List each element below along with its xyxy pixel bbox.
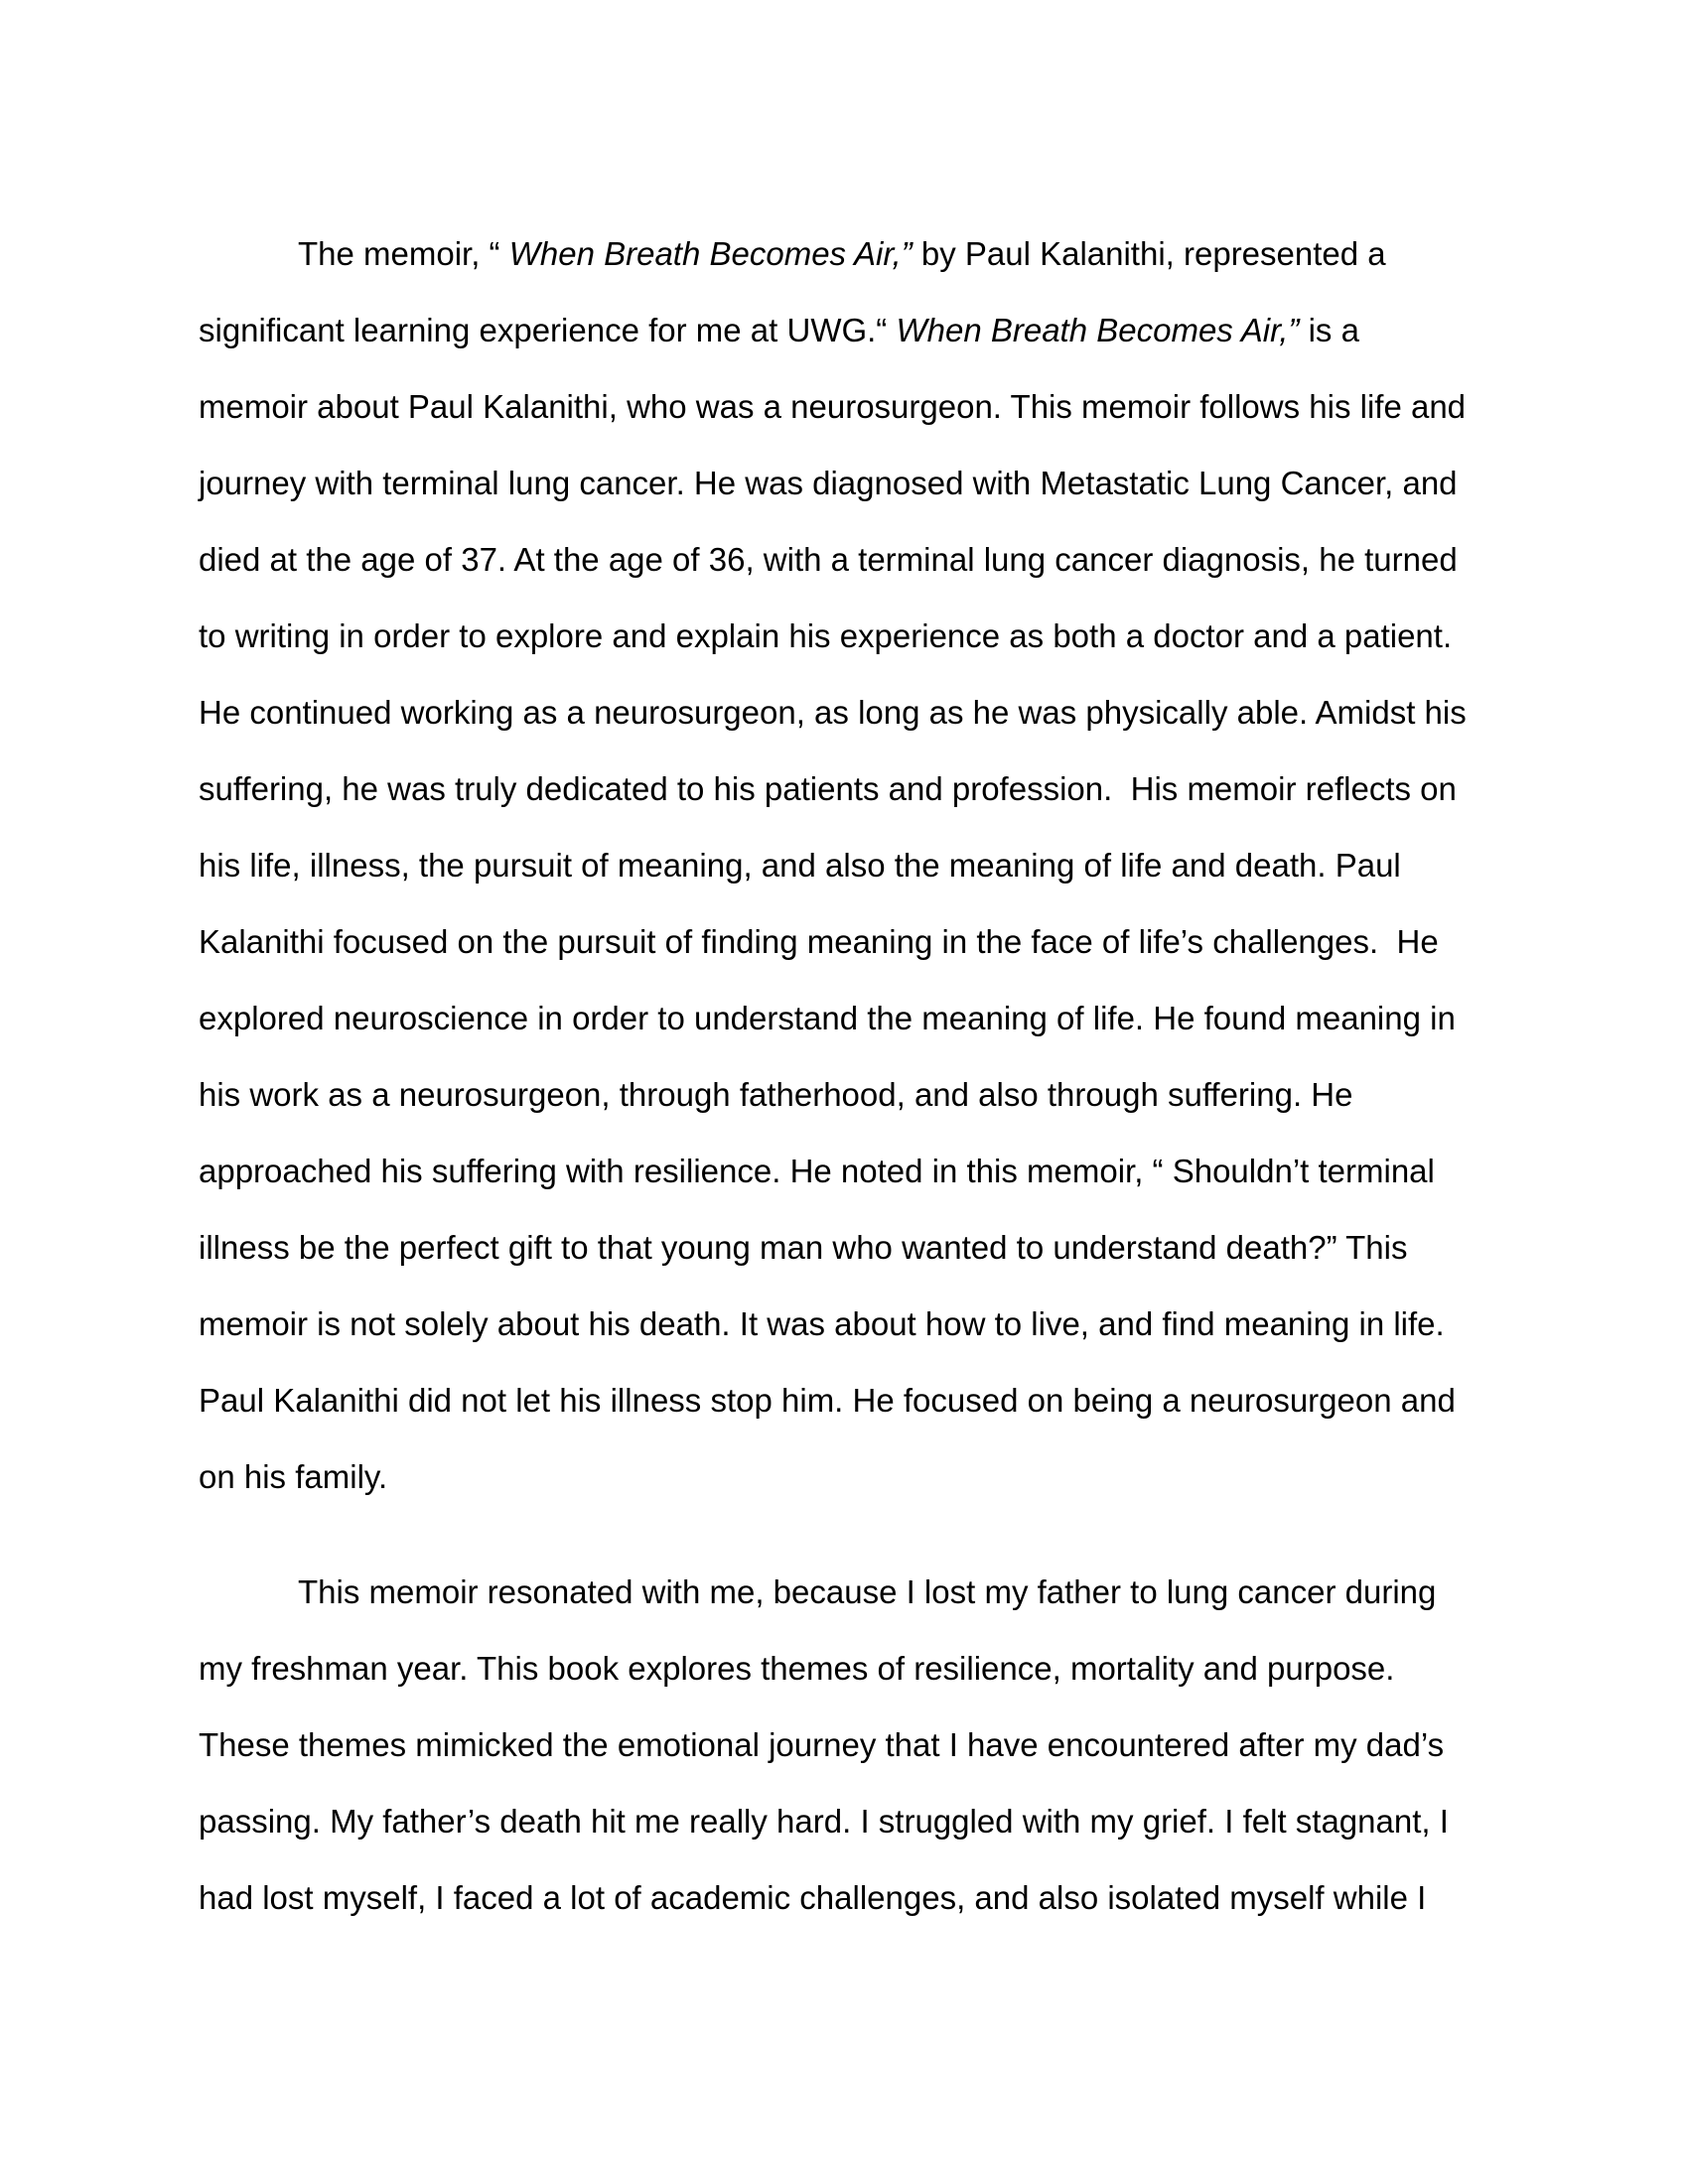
text-line [199,1286,1489,1362]
text-segment: He continued working as a neurosurgeon, as long as he was physically able. Amidst his [199,694,1467,731]
text-line [199,215,1489,292]
text-segment: my freshman year. This book explores themes of resilience, mortality and purpose. [199,1650,1395,1687]
document-body [199,215,1489,1936]
text-line [199,903,1489,980]
text-line [199,1783,1489,1859]
text-segment: significant learning experience for me at UWG.“ [199,312,897,348]
text-segment: by Paul Kalanithi, represented a [912,235,1386,272]
text-line [199,1209,1489,1286]
text-line [199,1706,1489,1783]
text-line [199,521,1489,598]
text-line [199,674,1489,751]
text-segment: suffering, he was truly dedicated to his patients and profession. His memoir reflects on [199,770,1457,807]
text-segment: on his family. [199,1458,388,1495]
text-line [199,598,1489,674]
book-title-italic: When Breath Becomes Air,” [896,312,1300,348]
text-segment: This memoir resonated with me, because I lost my father to lung cancer during [298,1573,1437,1610]
text-segment: to writing in order to explore and explain his experience as both a doctor and a patient. [199,617,1453,654]
text-line [199,1362,1489,1438]
book-title-italic: When Breath Becomes Air,” [508,235,913,272]
text-line [199,292,1489,368]
text-segment: is a [1299,312,1359,348]
text-segment: explored neuroscience in order to understand the meaning of life. He found meaning in [199,1000,1456,1036]
text-segment: passing. My father’s death hit me really hard. I struggled with my grief. I felt stagnant, I [199,1803,1449,1840]
text-segment: These themes mimicked the emotional journey that I have encountered after my dad’s [199,1726,1445,1763]
text-segment: had lost myself, I faced a lot of academic challenges, and also isolated myself while I [199,1879,1427,1916]
text-line [199,1056,1489,1133]
text-line [199,827,1489,903]
text-line [199,1554,1489,1630]
text-segment: his life, illness, the pursuit of meaning, and also the meaning of life and death. Paul [199,847,1401,884]
text-line [199,1859,1489,1936]
text-line [199,368,1489,445]
text-line [199,1630,1489,1706]
text-segment: memoir is not solely about his death. It was about how to live, and find meaning in life. [199,1305,1445,1342]
text-line [199,751,1489,827]
text-line [199,445,1489,521]
text-segment: journey with terminal lung cancer. He was diagnosed with Metastatic Lung Cancer, and [199,465,1458,501]
text-segment: illness be the perfect gift to that young man who wanted to understand death?” This [199,1229,1408,1266]
paragraph-1 [199,215,1489,1515]
text-segment: died at the age of 37. At the age of 36, with a terminal lung cancer diagnosis, he turned [199,541,1458,578]
text-segment: The memoir, “ [298,235,509,272]
text-segment: Paul Kalanithi did not let his illness stop him. He focused on being a neurosurgeon and [199,1382,1456,1419]
paragraph-2 [199,1554,1489,1936]
text-segment: Kalanithi focused on the pursuit of finding meaning in the face of life’s challenges. He [199,923,1439,960]
text-segment: memoir about Paul Kalanithi, who was a neurosurgeon. This memoir follows his life and [199,388,1467,425]
text-line [199,1133,1489,1209]
text-segment: his work as a neurosurgeon, through fatherhood, and also through suffering. He [199,1076,1353,1113]
text-line [199,1438,1489,1515]
text-segment: approached his suffering with resilience. He noted in this memoir, “ Shouldn’t terminal [199,1153,1435,1189]
text-line [199,980,1489,1056]
